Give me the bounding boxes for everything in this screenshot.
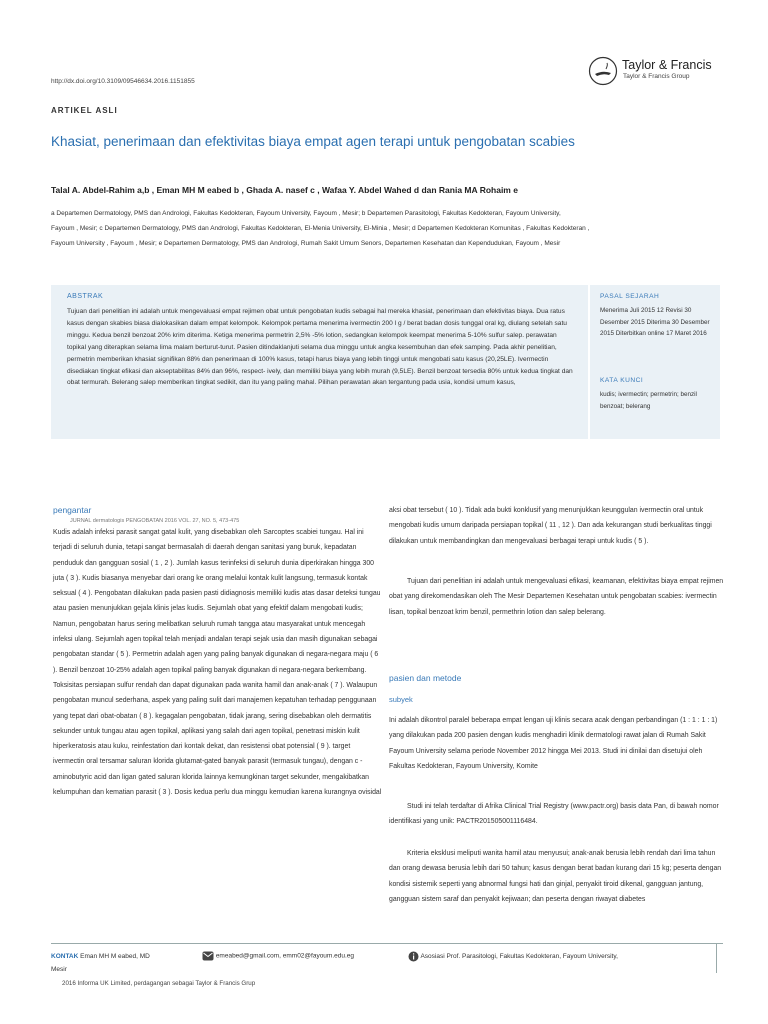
introduction-paragraph: Kudis adalah infeksi parasit sangat gatal kulit, yang disebabkan oleh Sarcoptes scabiei tungau. Hal ini terjadi di seluruh dunia, tetapi sangat bermasalah di daerah dengan sanitasi yang buruk, kepadatan penduduk dan gangguan sosial ( 1 , 2 ). Jumlah kasus terinfeksi di seluruh dunia diperkirakan hingga 300 juta ( 3 ). Kudis biasanya menyebar dari orang ke orang melalui kontak kulit langsung, termasuk kontak seksual ( 4 ). Pengobatan dilakukan pada pasien pasti didiagnosis memiliki kudis atas dasar deteksi tungau atau pasien menunjukkan gejala klinis jelas kudis. Sejumlah obat yang efektif dalam mengobati kudis; Namun, pengobatan harus sering melibatkan seluruh rumah tangga atau masyarakat untuk mencegah infeksi ulang. Sejumlah agen topikal telah menjadi andalan terapi sejak usia dan masih digunakan sebagai pengobatan standar ( 5 ). Permetrin adalah agen yang paling banyak digunakan di negara-negara maju ( 6 ). Benzil benzoat 10-25% adalah agen topikal paling banyak digunakan di negara-negara berkembang. Toksisitas persiapan sulfur rendah dan dapat digunakan pada wanita hamil dan anak-anak ( 7 ). Walaupun pengobatan muncul sederhana, aspek yang paling sulit dari manajemen kepatuhan terhadap penggunaan yang tepat dari obat-obatan ( 8 ). kegagalan pengobatan, tidak jarang, sering disebabkan oleh dermatitis sekunder untuk tungau atau agen topikal, aplikasi yang salah dari agen topikal, penetrasi miskin kulit hiperkeratosis atau kuku, reinfestation dari kontak dekat, dan resistensi obat potensial ( 9 ). target ivermectin oral tersamar saluran klorida glutamat-gated banyak parasit (termasuk tungau), dengan c -aminobutyric acid dan ligan gated saluran klorida lainnya kemungkinan target sekunder, mengakibatkan kelumpuhan dan kematian parasit ( 3 ). Dosis kedua perlu dua minggu kemudian karena kurangnya ovisidal: [53, 529, 382, 797]
author-list: Talal A. Abdel-Rahim a,b , Eman MH M eabed b , Ghada A. nasef c , Wafaa Y. Abdel Wahed d dan Rania MA Rohaim e: [51, 185, 518, 195]
contact-label: KONTAK: [51, 953, 79, 960]
history-heading: PASAL SEJARAH: [600, 293, 660, 300]
footer-divider-vertical: [716, 943, 717, 973]
body-paragraph: Kriteria eksklusi meliputi wanita hamil atau menyusui; anak-anak berusia lebih rendah dari lima tahun dan orang dewasa berusia lebih dari 50 tahun; kasus dengan berat badan kurang dari 15 kg; peserta dengan kondisi sistemik seperti yang abnormal fungsi hati dan ginjal, penyakit tiroid dikenal, gangguan jantung, gangguan sistem saraf dan penyakit kejiwaan; dan peserta dengan riwayat diabetes: [389, 850, 722, 903]
methods-paragraph-3: [389, 846, 724, 907]
affiliation-line: Fayoum , Mesir; c Departemen Dermatology, PMS dan Andrologi, Fakultas Kedokteran, El-Menia University, El-Minia , Mesir; d Departemen Kedokteran Komunitas , Fakultas Kedokteran ,: [51, 225, 590, 232]
doi-link[interactable]: http://dx.doi.org/10.3109/09546634.2016.1151855: [51, 78, 195, 85]
history-text: Menerima Juli 2015 12 Revisi 30 Desember 2015 Diterima 30 Desember 2015 Diterbitkan online 17 Maret 2016: [600, 307, 710, 337]
abstract-panel: [51, 285, 588, 439]
publisher-subtitle: Taylor & Francis Group: [623, 73, 690, 80]
introduction-body: [53, 525, 383, 800]
subjects-heading: subyek: [389, 695, 413, 704]
contact-name: Eman MH M eabed, MD: [80, 953, 150, 960]
body-paragraph: Ini adalah dikontrol paralel beberapa empat lengan uji klinis secara acak dengan perbandingan (1 : 1 : 1 : 1) yang dilakukan pada 200 pasien dengan kudis menghadiri klinik dermatologi rawat jalan di Rumah Sakit Fayoum University selama periode November 2012 hingga Mei 2013. Studi ini dinilai dan disetujui oleh Fakultas Kedokteran, Fayoum University, Komite: [389, 717, 718, 770]
keywords-heading: KATA KUNCI: [600, 377, 644, 384]
contact-email[interactable]: [202, 951, 354, 961]
copyright-notice: 2016 Informa UK Limited, perdagangan sebagai Taylor & Francis Grup: [62, 980, 256, 987]
methods-paragraph-2: [389, 799, 724, 830]
body-paragraph: Studi ini telah terdaftar di Afrika Clinical Trial Registry (www.pactr.org) basis data Pan, di bawah nomor identifikasi yang unik: PACTR201505001116484.: [389, 803, 719, 826]
publisher-lamp-icon: [588, 56, 618, 86]
aim-paragraph: [389, 574, 724, 620]
keywords-text: kudis; ivermectin; permetrin; benzil benzoat; belerang: [600, 391, 697, 410]
article-title: Khasiat, penerimaan dan efektivitas biaya empat agen terapi untuk pengobatan scabies: [51, 134, 575, 149]
intro-continuation: [389, 503, 724, 549]
abstract-heading: ABSTRAK: [67, 293, 104, 300]
methods-paragraph-1: [389, 713, 724, 774]
introduction-heading: pengantar: [53, 505, 92, 515]
contact-line: [51, 953, 150, 960]
article-info-panel: [590, 285, 720, 439]
affiliation-note-text: Asosiasi Prof. Parasitologi, Fakultas Kedokteran, Fayoum University,: [420, 953, 618, 961]
affiliation-line: a Departemen Dermatology, PMS dan Andrologi, Fakultas Kedokteran, Fayoum University, Fayoum , Mesir; b Departemen Parasitologi, Fakultas Kedokteran, Fayoum University,: [51, 210, 561, 217]
contact-location: Mesir: [51, 966, 67, 973]
envelope-icon: [202, 951, 214, 961]
author-affiliation-note: [408, 951, 618, 962]
publisher-name: Taylor & Francis: [622, 58, 712, 72]
methods-heading: pasien dan metode: [389, 673, 462, 683]
publisher-logo: [588, 56, 720, 88]
affiliation-line: Fayoum University , Fayoum , Mesir; e Departemen Dermatology, PMS dan Andrologi, Rumah Sakit Umum Senors, Departemen Kesehatan dan Kependudukan, Fayoum , Mesir: [51, 240, 561, 247]
contact-email-text[interactable]: emeabed@gmail.com, emm02@fayoum.edu.eg: [215, 952, 355, 960]
article-section-label: ARTIKEL ASLI: [51, 106, 118, 115]
running-head: JURNAL dermatologis PENGOBATAN 2016 VOL. 27, NO. 5, 473-475: [70, 518, 240, 524]
body-paragraph: aksi obat tersebut ( 10 ). Tidak ada bukti konklusif yang menunjukkan keunggulan ivermectin oral untuk mengobati kudis umum daripada persiapan topikal ( 11 , 12 ). Dan ada kekurangan studi berkualitas tinggi dilakukan untuk membandingkan dan mengevaluasi berbagai terapi untuk kudis ( 5 ).: [389, 507, 712, 545]
body-paragraph: Tujuan dari penelitian ini adalah untuk mengevaluasi efikasi, keamanan, efektivitas biaya empat rejimen obat yang direkomendasikan oleh The Mesir Departemen Kesehatan untuk pengobatan scabies: ivermectin lisan, topikal benzoat krim benzil, permethrin lotion dan salep belerang.: [389, 578, 724, 616]
footer-divider: [51, 943, 723, 944]
info-icon: [408, 951, 419, 962]
abstract-text: Tujuan dari penelitian ini adalah untuk mengevaluasi empat rejimen obat untuk pengobatan kudis sebagai hal mereka khasiat, penerimaan dan efektivitas biaya. Dua ratus kasus dengan skabies biasa dialokasikan dalam empat kelompok. Kelompok pertama menerima ivermectin 200 l g / berat badan dosis tunggal oral kg, diulang setelah satu minggu. Kedua benzil benzoat 20% krim diterima. Ketiga menerima permetrin 2,5% -5% lotion, sedangkan kelompok keempat menerima 5-10% sulfur salep. perawatan topikal yang diterapkan selama lima malam berturut-turut. Pasien ditindaklanjuti selama dua minggu untuk angka kesembuhan dan efek samping. Pada akhir penelitian, permetrin memberikan khasiat signifikan 88% dan penerimaan di 100% kasus, tetapi harus biaya yang lebih tinggi untuk mengobati satu kasus (20,25LE). Ivermectin disediakan tingkat efikasi dan akseptabilitas 84% dan 96%, respect- ively, dan memiliki biaya yang lebih murah (9,5LE). Benzil benzoat tersedia 80% untuk kedua tingkat dan obat termurah. Belerang salep memberikan tingkat sedikit, dan itu yang paling mahal. Pilihan perawatan akan tergantung pada usia, kondisi umum kasus,: [67, 308, 573, 387]
